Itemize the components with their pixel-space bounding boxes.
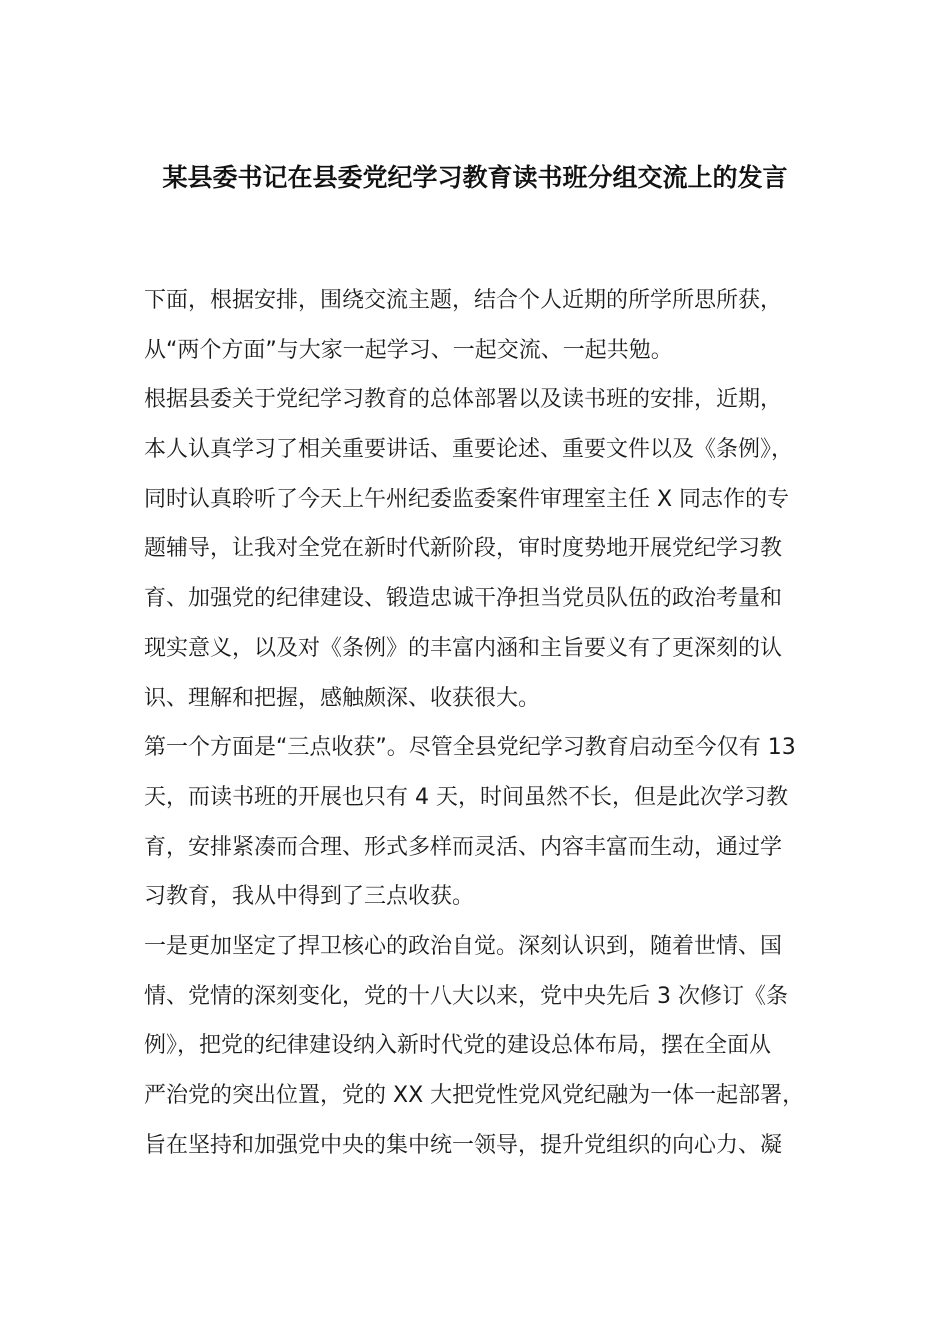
body-line: 习教育，我从中得到了三点收获。 <box>144 884 475 910</box>
body-line: 识、理解和把握，感触颇深、收获很大。 <box>144 685 541 711</box>
body-line: 同时认真聆听了今天上午州纪委监委案件审理室主任 X 同志作的专 <box>144 486 790 512</box>
body-line: 现实意义，以及对《条例》的丰富内涵和主旨要义有了更深刻的认 <box>144 635 783 661</box>
body-line: 例》，把党的纪律建设纳入新时代党的建设总体布局，摆在全面从 <box>144 1033 772 1059</box>
body-line: 从“两个方面”与大家一起学习、一起交流、一起共勉。 <box>144 337 673 363</box>
body-line: 情、党情的深刻变化，党的十八大以来，党中央先后 3 次修订《条 <box>144 983 788 1009</box>
body-line: 一是更加坚定了捍卫核心的政治自觉。深刻认识到，随着世情、国 <box>144 933 783 959</box>
body-line: 育，安排紧凑而合理、形式多样而灵活、内容丰富而生动，通过学 <box>144 834 783 860</box>
body-line: 本人认真学习了相关重要讲话、重要论述、重要文件以及《条例》， <box>144 437 794 463</box>
body-line: 题辅导，让我对全党在新时代新阶段，审时度势地开展党纪学习教 <box>144 536 783 562</box>
document-body <box>144 281 824 1175</box>
body-line: 下面，根据安排，围绕交流主题，结合个人近期的所学所思所获， <box>144 288 783 313</box>
body-line: 第一个方面是“三点收获”。尽管全县党纪学习教育启动至今仅有 13 <box>144 735 796 761</box>
body-line: 严治党的突出位置，党的 XX 大把党性党风党纪融为一体一起部署， <box>144 1083 805 1108</box>
body-line: 根据县委关于党纪学习教育的总体部署以及读书班的安排，近期， <box>144 387 783 413</box>
document-title: 某县委书记在县委党纪学习教育读书班分组交流上的发言 <box>162 163 788 192</box>
body-line: 天，而读书班的开展也只有 4 天，时间虽然不长，但是此次学习教 <box>144 784 788 810</box>
body-line: 育、加强党的纪律建设、锻造忠诚干净担当党员队伍的政治考量和 <box>144 586 783 612</box>
body-line: 旨在坚持和加强党中央的集中统一领导，提升党组织的向心力、凝 <box>144 1132 783 1158</box>
